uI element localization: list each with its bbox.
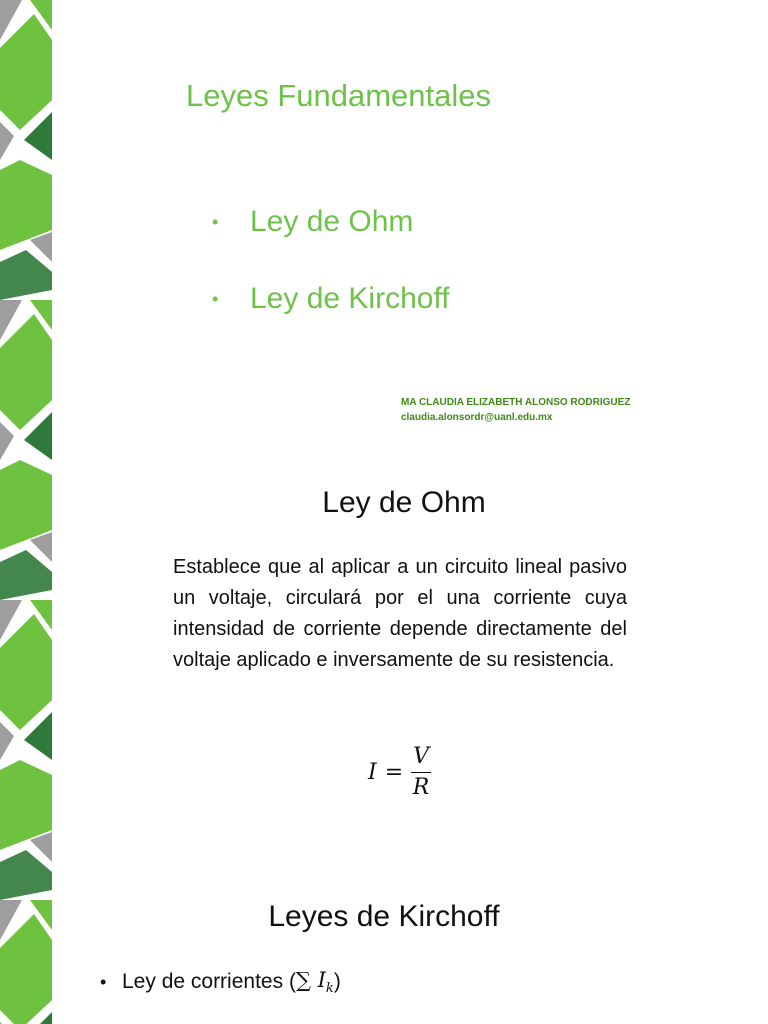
sum-symbol: ∑: [295, 968, 311, 992]
kirchoff-item: [100, 968, 341, 996]
author-email: claudia.alonsordr@uanl.edu.mx: [401, 412, 553, 423]
author-name: MA CLAUDIA ELIZABETH ALONSO RODRIGUEZ: [401, 397, 631, 408]
bullet-icon: •: [100, 971, 107, 992]
section-title-ley-de-ohm: Ley de Ohm: [322, 486, 486, 519]
sum-variable: I: [317, 968, 326, 992]
formula-lhs: I: [368, 759, 377, 785]
topic-item: [212, 200, 450, 244]
kirchoff-item-label: Ley de corrientes: [122, 970, 284, 994]
topic-item: [212, 277, 450, 321]
kirchoff-open-paren: (: [288, 970, 296, 994]
kirchoff-sum-expression: [296, 968, 334, 996]
bullet-icon: •: [212, 211, 219, 232]
topics-list: [212, 200, 450, 354]
formula-numerator: V: [411, 744, 431, 773]
bullet-icon: •: [212, 288, 219, 309]
slide-title-leyes-fundamentales: Leyes Fundamentales: [186, 78, 492, 113]
ohm-description: Establece que al aplicar a un circuito lineal pasivo un voltaje, circulará por el una corriente cuya intensidad de corriente depende directamente del voltaje aplicado e inversamente de su resistencia.: [173, 556, 627, 671]
section-title-leyes-de-kirchoff: Leyes de Kirchoff: [268, 900, 500, 933]
topic-label: Ley de Ohm: [250, 205, 414, 238]
formula-equals: =: [384, 759, 404, 785]
topic-label: Ley de Kirchoff: [250, 282, 450, 315]
kirchoff-list: [100, 968, 341, 996]
sum-subscript: k: [325, 981, 334, 997]
author-block: [401, 395, 630, 425]
ohm-formula: [368, 740, 431, 804]
kirchoff-close-paren: ): [333, 970, 341, 994]
formula-denominator: R: [412, 774, 430, 800]
formula-fraction: [411, 744, 431, 801]
